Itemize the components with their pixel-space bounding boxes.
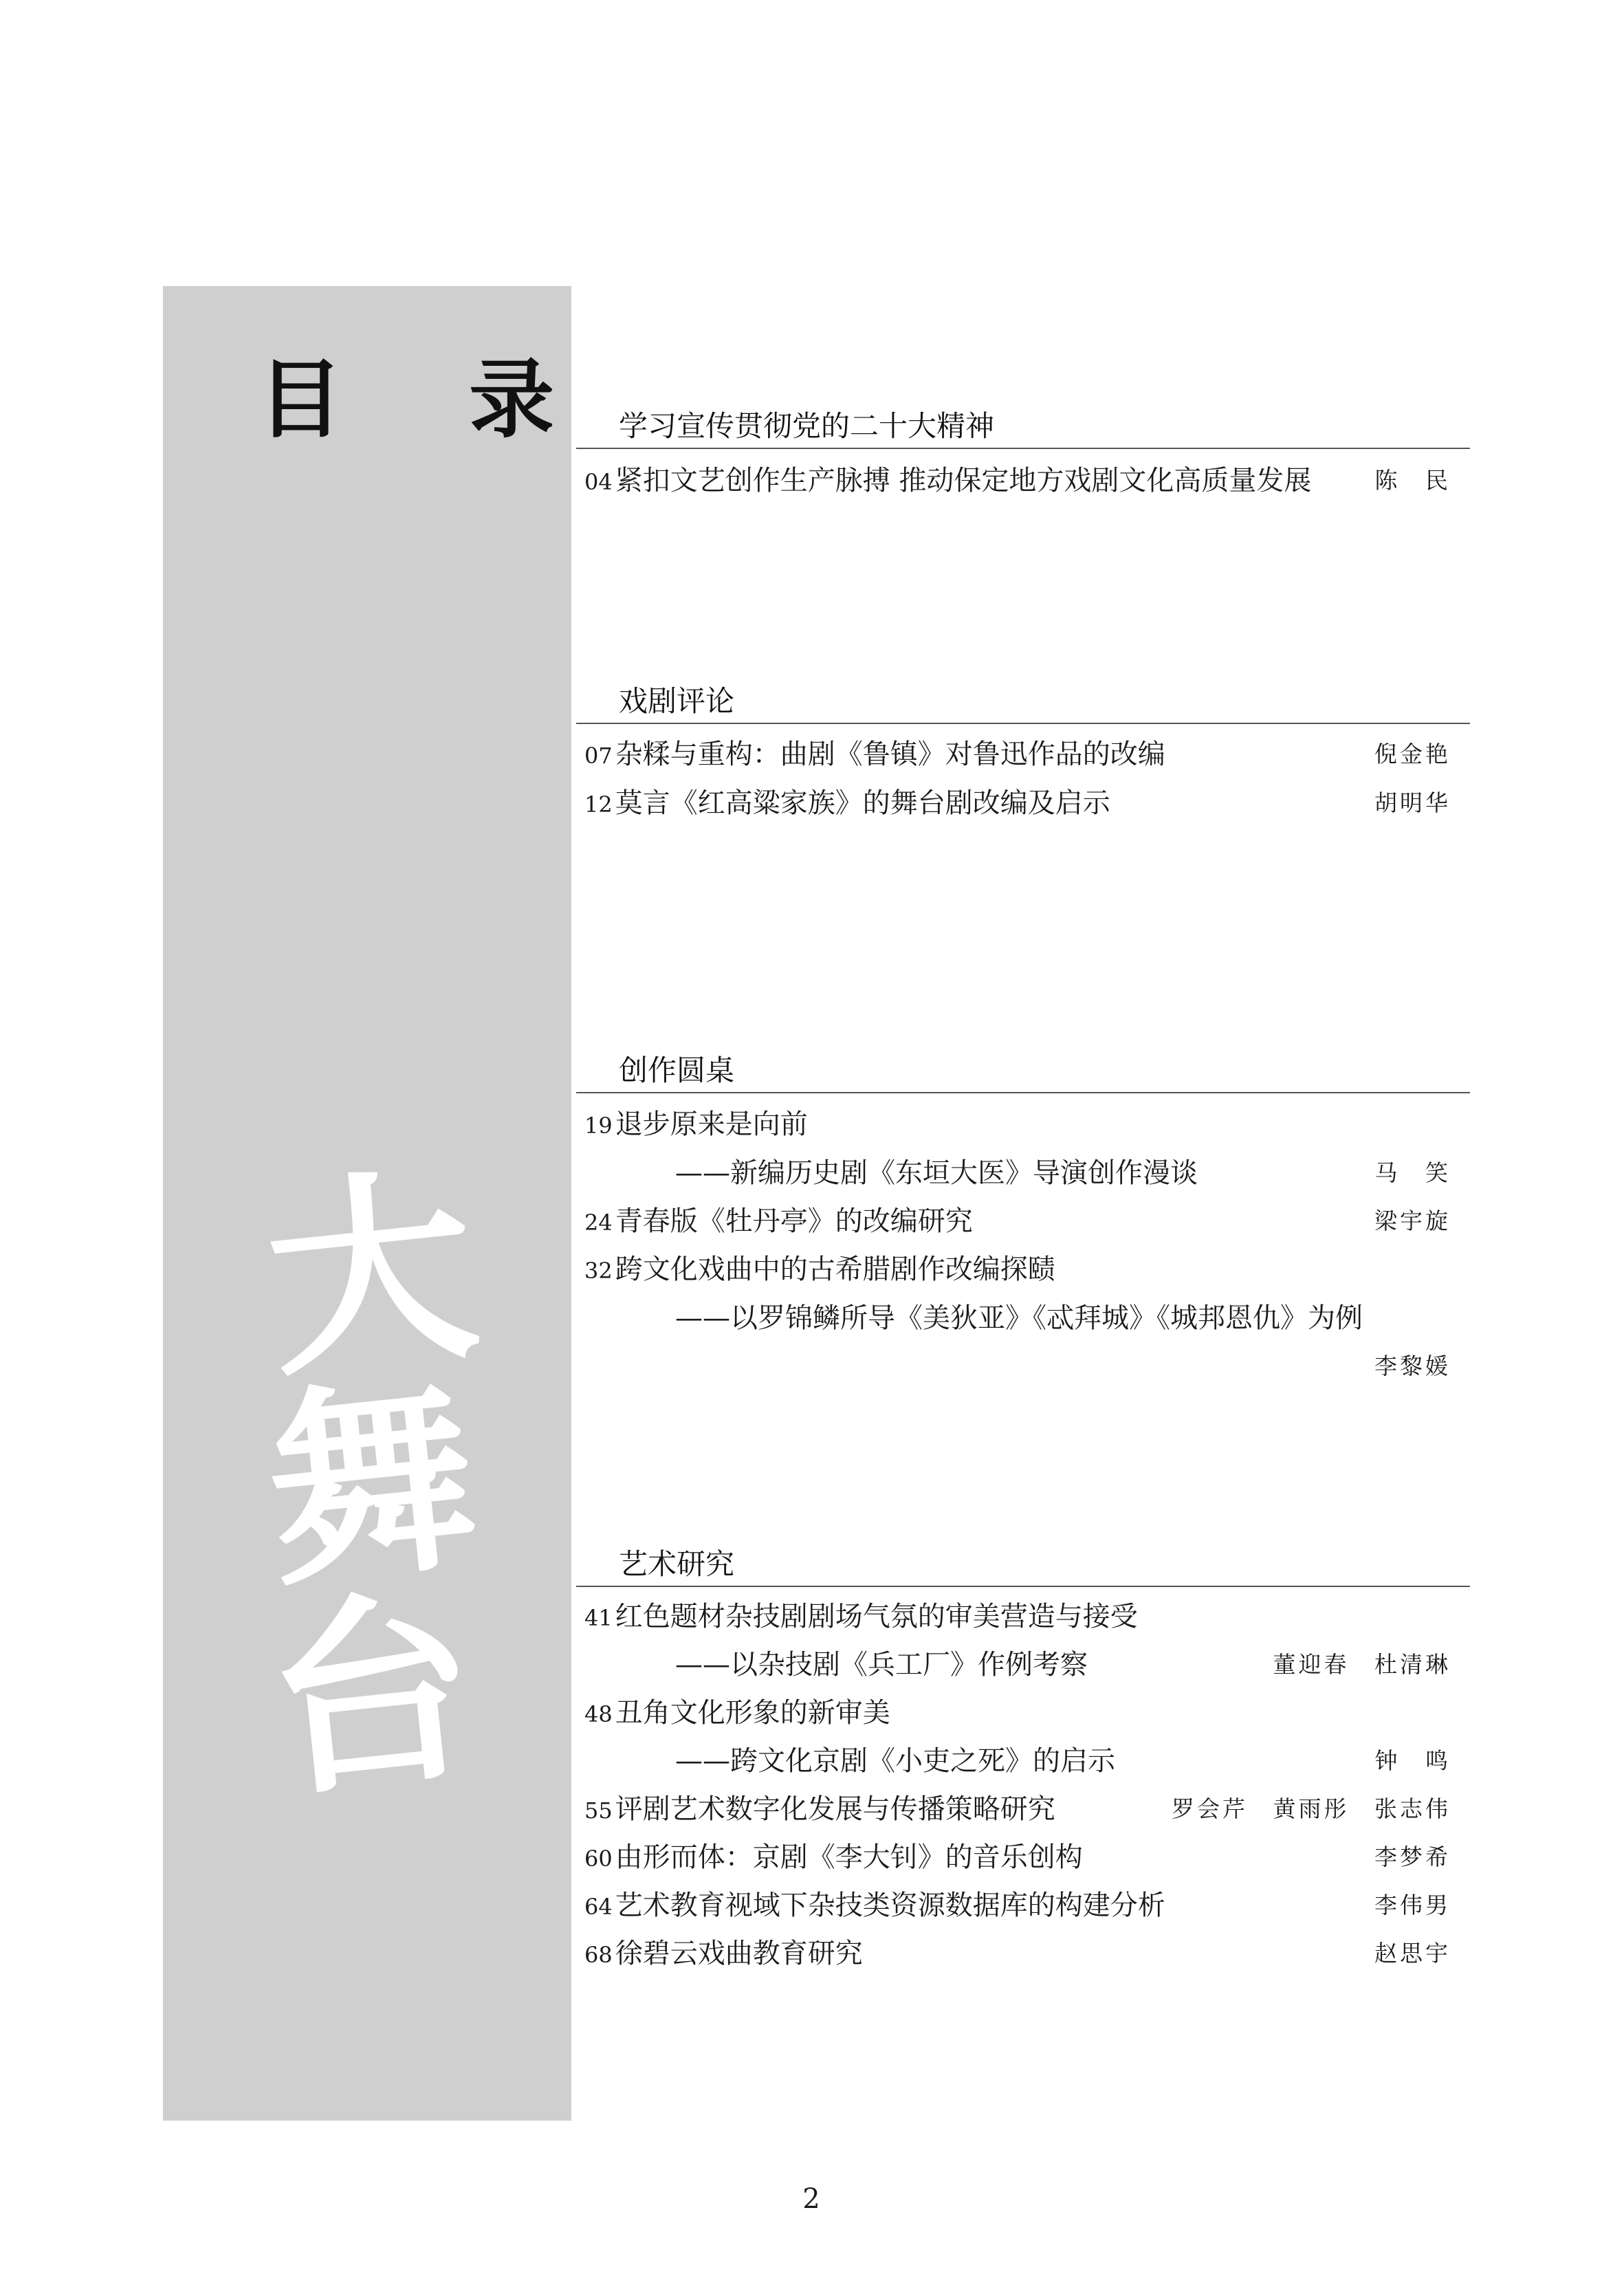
section-title: 创作圆桌 xyxy=(619,1053,735,1087)
entry-title: 徐碧云戏曲教育研究 xyxy=(615,1938,863,1969)
entry-subtitle: ——新编历史剧《东垣大医》导演创作漫谈 xyxy=(675,1157,1198,1189)
entry-subtitle: ——以杂技剧《兵工厂》作例考察 xyxy=(675,1649,1088,1681)
entry-author: 赵思宇 xyxy=(1374,1940,1451,1967)
entry-page: 60 xyxy=(584,1846,613,1872)
toc-entry[interactable] xyxy=(584,1692,1458,1734)
toc-entry[interactable] xyxy=(584,734,1458,775)
logo-char-2: 舞 xyxy=(256,1353,487,1616)
toc-title: 目 录 xyxy=(258,350,603,450)
toc-entry[interactable] xyxy=(584,783,1458,824)
entry-page: 64 xyxy=(584,1894,613,1920)
entry-author: 李伟男 xyxy=(1374,1892,1451,1918)
magazine-logo xyxy=(256,1142,487,1826)
toc-entry[interactable] xyxy=(584,1249,1458,1290)
entry-author: 董迎春 杜清琳 xyxy=(1273,1651,1451,1678)
page-number: 2 xyxy=(802,2183,820,2215)
section-heading xyxy=(576,684,1470,724)
toc-entry-subtitle[interactable] xyxy=(584,1644,1458,1685)
entry-page: 68 xyxy=(584,1942,613,1968)
section-title: 学习宣传贯彻党的二十大精神 xyxy=(619,409,995,443)
entry-page: 04 xyxy=(584,469,613,495)
toc-entry-subtitle[interactable] xyxy=(584,1298,1458,1339)
entry-author: 倪金艳 xyxy=(1374,741,1451,767)
entry-title: 杂糅与重构：曲剧《鲁镇》对鲁迅作品的改编 xyxy=(615,739,1165,770)
section-title: 艺术研究 xyxy=(619,1547,735,1581)
entry-page: 07 xyxy=(584,743,613,769)
entry-page: 24 xyxy=(584,1210,613,1236)
toc-entry-subtitle[interactable] xyxy=(584,1740,1458,1782)
entry-page: 32 xyxy=(584,1258,613,1284)
entry-title: 丑角文化形象的新审美 xyxy=(615,1697,890,1729)
entry-title: 莫言《红高粱家族》的舞台剧改编及启示 xyxy=(615,787,1110,819)
entry-title: 跨文化戏曲中的古希腊剧作改编探赜 xyxy=(615,1254,1055,1285)
logo-char-3: 台 xyxy=(256,1563,487,1826)
toc-entry[interactable] xyxy=(584,1201,1458,1242)
entry-author: 李梦希 xyxy=(1374,1844,1451,1870)
entry-title: 退步原来是向前 xyxy=(615,1108,808,1140)
toc-entry[interactable] xyxy=(584,1104,1458,1145)
entry-author: 马 笑 xyxy=(1374,1159,1451,1186)
toc-entry[interactable] xyxy=(584,1885,1458,1926)
entry-page: 55 xyxy=(584,1797,613,1824)
toc-entry-subtitle[interactable] xyxy=(584,1152,1458,1194)
entry-author: 梁宇旋 xyxy=(1374,1207,1451,1234)
section-title: 戏剧评论 xyxy=(619,684,735,718)
entry-subtitle: ——跨文化京剧《小吏之死》的启示 xyxy=(675,1745,1115,1777)
toc-entry[interactable] xyxy=(584,1789,1458,1830)
toc-entry[interactable] xyxy=(584,1933,1458,1974)
entry-page: 41 xyxy=(584,1605,613,1631)
toc-entry-author-line[interactable] xyxy=(584,1346,1458,1387)
entry-subtitle: ——以罗锦鳞所导《美狄亚》《忒拜城》《城邦恩仇》为例 xyxy=(675,1302,1363,1334)
section-heading xyxy=(576,1547,1470,1587)
entry-page: 12 xyxy=(584,791,613,818)
toc-entry[interactable] xyxy=(584,1837,1458,1878)
entry-page: 48 xyxy=(584,1701,613,1727)
entry-title: 紧扣文艺创作生产脉搏 推动保定地方戏剧文化高质量发展 xyxy=(615,465,1312,496)
entry-title: 红色题材杂技剧剧场气氛的审美营造与接受 xyxy=(615,1601,1138,1632)
toc-entry[interactable] xyxy=(584,460,1458,501)
entry-title: 青春版《牡丹亭》的改编研究 xyxy=(615,1205,973,1237)
toc-entry[interactable] xyxy=(584,1596,1458,1637)
logo-char-1: 大 xyxy=(256,1142,487,1406)
entry-author: 陈 民 xyxy=(1374,467,1451,494)
entry-title: 艺术教育视域下杂技类资源数据库的构建分析 xyxy=(615,1890,1165,1921)
entry-author: 钟 鸣 xyxy=(1374,1747,1451,1774)
entry-author: 胡明华 xyxy=(1374,789,1451,816)
entry-author: 李黎媛 xyxy=(1374,1353,1451,1379)
entry-author: 罗会芹 黄雨彤 张志伟 xyxy=(1172,1795,1451,1822)
entry-title: 由形而体：京剧《李大钊》的音乐创构 xyxy=(615,1841,1083,1873)
entry-page: 19 xyxy=(584,1113,613,1139)
entry-title: 评剧艺术数字化发展与传播策略研究 xyxy=(615,1793,1055,1825)
section-heading xyxy=(576,409,1470,449)
section-heading xyxy=(576,1053,1470,1093)
